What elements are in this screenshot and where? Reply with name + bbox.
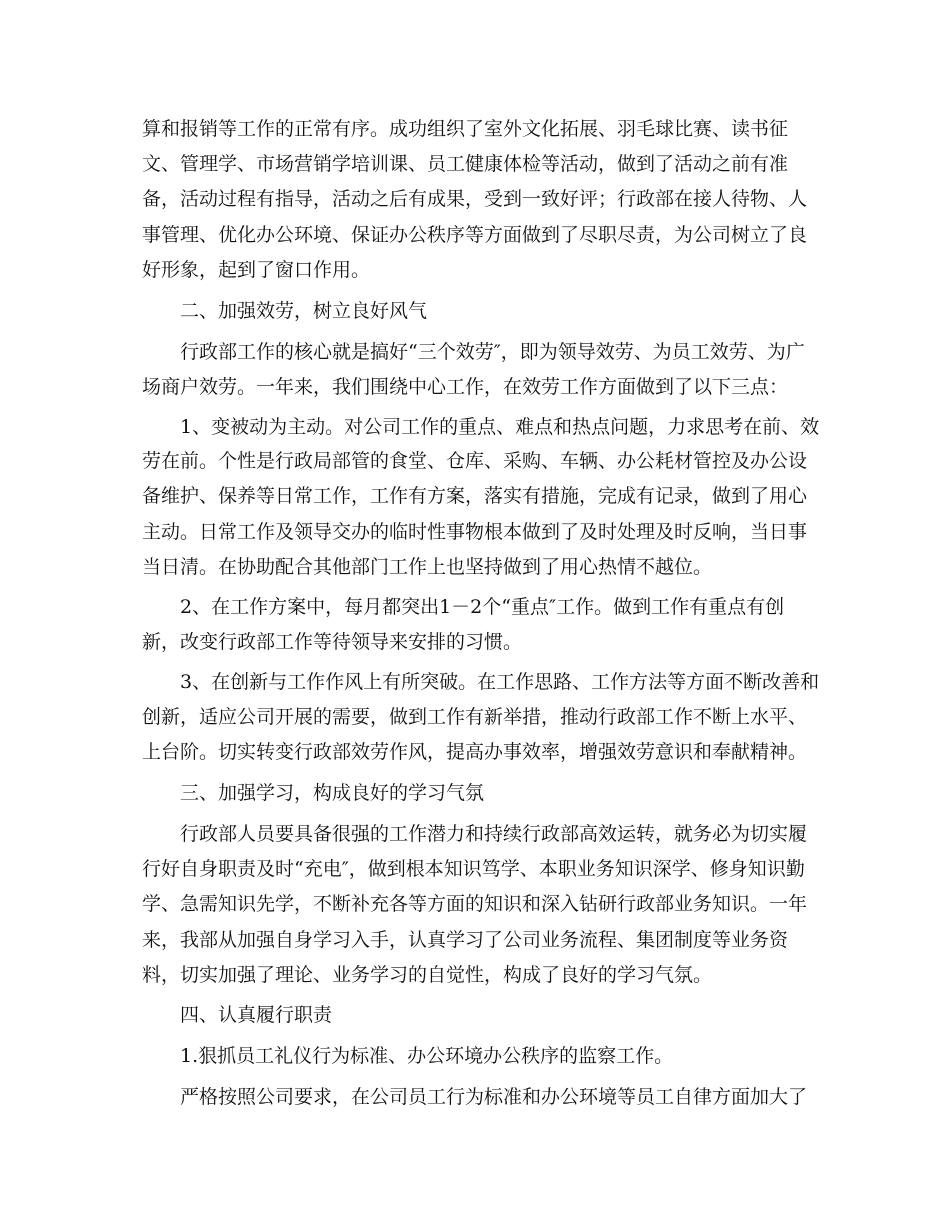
body-line: 劳在前。个性是行政局部管的食堂、仓库、采购、车辆、办公耗材管控及办公设 <box>142 450 808 472</box>
body-line: 1、变被动为主动。对公司工作的重点、难点和热点问题，力求思考在前、效 <box>180 416 820 438</box>
body-line: 料，切实加强了理论、业务学习的自觉性，构成了良好的学习气氛。 <box>142 964 713 986</box>
body-line: 主动。日常工作及领导交办的临时性事物根本做到了及时处理及时反响，当日事 <box>142 521 808 543</box>
body-line: 当日清。在协助配合其他部门工作上也坚持做到了用心热情不越位。 <box>142 556 713 578</box>
body-line: 1.狠抓员工礼仪行为标准、办公环境办公秩序的监察工作。 <box>180 1045 674 1067</box>
body-line: 来，我部从加强自身学习入手，认真学习了公司业务流程、集团制度等业务资 <box>142 929 789 951</box>
body-line: 事管理、优化办公环境、保证办公秩序等方面做到了尽职尽责，为公司树立了良 <box>142 224 808 246</box>
body-line: 好形象，起到了窗口作用。 <box>142 259 371 281</box>
body-line: 新，改变行政部工作等待领导来安排的习惯。 <box>142 631 523 653</box>
body-line: 场商户效劳。一年来，我们围绕中心工作，在效劳工作方面做到了以下三点： <box>142 376 789 398</box>
body-line: 备维护、保养等日常工作，工作有方案，落实有措施，完成有记录，做到了用心 <box>142 485 808 507</box>
section-heading: 二、加强效劳，树立良好风气 <box>180 300 428 322</box>
body-line: 行政部人员要具备很强的工作潜力和持续行政部高效运转，就务必为切实履 <box>180 823 808 845</box>
body-line: 上台阶。切实转变行政部效劳作风，提高办事效率，增强效劳意识和奉献精神。 <box>142 741 808 763</box>
section-heading: 四、认真履行职责 <box>180 1004 333 1026</box>
body-line: 备，活动过程有指导，活动之后有成果，受到一致好评；行政部在接人待物、人 <box>142 188 808 210</box>
body-line: 文、管理学、市场营销学培训课、员工健康体检等活动，做到了活动之前有准 <box>142 153 789 175</box>
section-heading: 三、加强学习，构成良好的学习气氛 <box>180 782 485 804</box>
body-line: 算和报销等工作的正常有序。成功组织了室外文化拓展、羽毛球比赛、读书征 <box>142 118 789 140</box>
body-line: 严格按照公司要求，在公司员工行为标准和办公环境等员工自律方面加大了 <box>180 1086 808 1108</box>
body-line: 行政部工作的核心就是搞好“三个效劳″，即为领导效劳、为员工效劳、为广 <box>180 341 805 363</box>
body-line: 2、在工作方案中，每月都突出1－2个“重点″工作。做到工作有重点有创 <box>180 596 785 618</box>
body-line: 行好自身职责及时“充电″，做到根本知识笃学、本职业务知识深学、修身知识勤 <box>142 858 805 880</box>
body-line: 学、急需知识先学，不断补充各等方面的知识和深入钻研行政部业务知识。一年 <box>142 893 808 915</box>
body-line: 3、在创新与工作作风上有所突破。在工作思路、工作方法等方面不断改善和 <box>180 671 820 693</box>
body-line: 创新，适应公司开展的需要，做到工作有新举措，推动行政部工作不断上水平、 <box>142 706 808 728</box>
